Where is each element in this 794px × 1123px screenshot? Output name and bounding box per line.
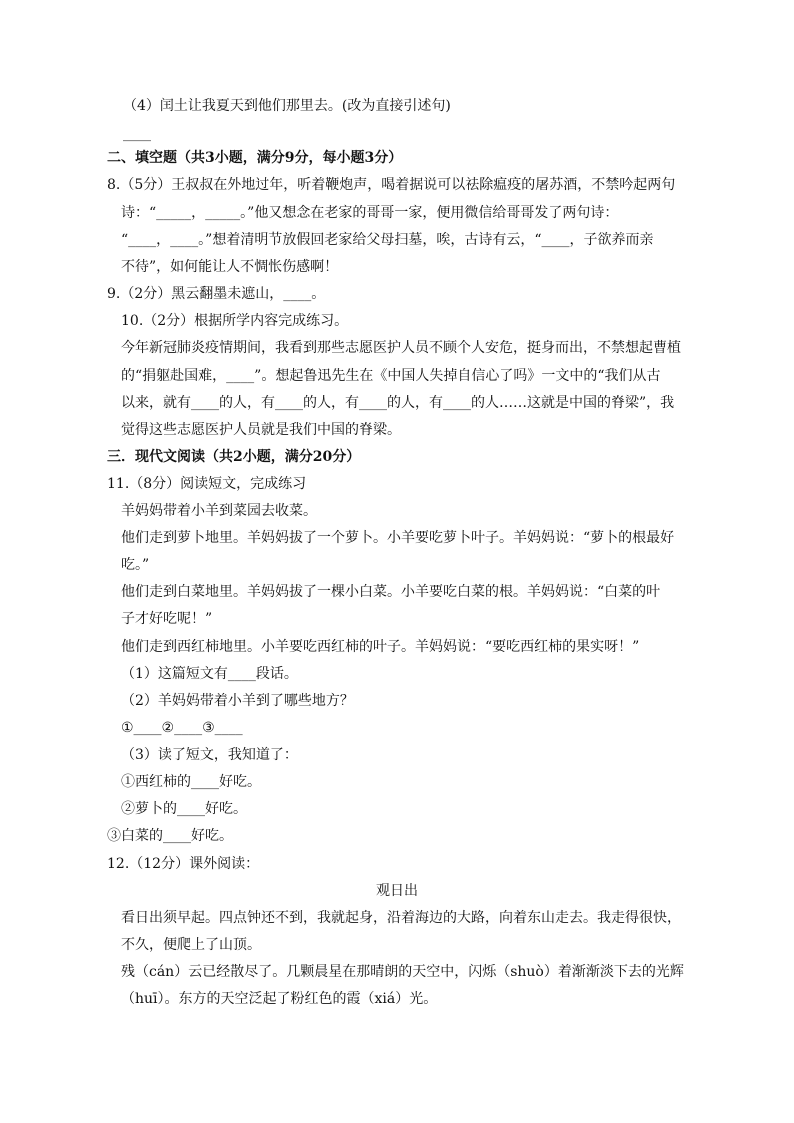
section-heading-reading: 三．现代文阅读（共2小题，满分20分） — [107, 449, 361, 465]
answer-blank: ____ — [123, 126, 151, 142]
passage-11-line-4: 他们走到白菜地里。羊妈妈拔了一棵小白菜。小羊要吃白菜的根。羊妈妈说：“白菜的叶 — [121, 584, 661, 600]
question-11-3-c: ③白菜的____好吃。 — [107, 828, 233, 844]
question-10: 10.（2分）根据所学内容完成练习。 — [121, 313, 349, 329]
question-11-2-blanks: ①____②____③____ — [121, 720, 243, 736]
passage-11-line-5: 子才好吃呢！” — [121, 611, 213, 627]
question-11-3: （3）读了短文，我知道了： — [121, 747, 298, 763]
question-10-passage-line-2: 的“捐躯赴国难，____”。想起鲁迅先生在《中国人失掉自信心了吗》一文中的“我们从古 — [121, 368, 661, 384]
passage-11-line-2: 他们走到萝卜地里。羊妈妈拔了一个萝卜。小羊要吃萝卜叶子。羊妈妈说：“萝卜的根最好 — [121, 530, 675, 546]
question-11-3-b: ②萝卜的____好吃。 — [121, 801, 247, 817]
passage-11-line-1: 羊妈妈带着小羊到菜园去收菜。 — [121, 503, 317, 519]
passage-title: 观日出 — [376, 883, 418, 899]
question-10-passage-line-4: 觉得这些志愿医护人员就是我们中国的脊梁。 — [121, 422, 401, 438]
question-11-3-a: ①西红柿的____好吃。 — [121, 774, 261, 790]
question-11-1: （1）这篇短文有____段话。 — [121, 666, 298, 682]
passage-12-line-1: 看日出须早起。四点钟还不到，我就起身，沿着海边的大路，向着东山走去。我走得很快， — [121, 910, 681, 926]
question-8-line-1: 8.（5分）王叔叔在外地过年，听着鞭炮声，喝着据说可以祛除瘟疫的屠苏酒，不禁吟起两句 — [107, 177, 676, 193]
question-10-passage-line-1: 今年新冠肺炎疫情期间，我看到那些志愿医护人员不顾个人安危，挺身而出，不禁想起曹植 — [121, 340, 681, 356]
question-11: 11.（8分）阅读短文，完成练习 — [107, 476, 307, 492]
question-8-line-4: 不待”，如何能让人不惆怅伤感啊！ — [121, 259, 339, 275]
question-12: 12.（12分）课外阅读： — [107, 856, 260, 872]
passage-12-line-2: 不久，便爬上了山顶。 — [121, 937, 261, 953]
question-8-line-2: 诗：“_____，_____。”他又想念在老家的哥哥一家，便用微信给哥哥发了两句诗： — [121, 205, 619, 221]
question-9: 9.（2分）黑云翻墨未遮山，____。 — [107, 286, 326, 302]
passage-12-line-4: （huī）。东方的天空泛起了粉红色的霞（xiá）光。 — [121, 991, 438, 1007]
section-heading-fill-in: 二、填空题（共3小题，满分9分，每小题3分） — [107, 150, 403, 166]
question-7-4: （4）闰土让我夏天到他们那里去。(改为直接引述句) — [123, 98, 451, 114]
passage-11-line-3: 吃。” — [121, 557, 150, 573]
passage-11-line-6: 他们走到西红柿地里。小羊要吃西红柿的叶子。羊妈妈说：“要吃西红柿的果实呀！” — [121, 639, 640, 655]
question-10-passage-line-3: 以来，就有____的人，有____的人，有____的人，有____的人……这就是中国的脊梁”，我 — [121, 395, 675, 411]
question-8-line-3: “____，____。”想着清明节放假回老家给父母扫墓，唉，古诗有云，“____，子欲养而亲 — [121, 232, 654, 248]
question-11-2: （2）羊妈妈带着小羊到了哪些地方？ — [121, 693, 354, 709]
passage-12-line-3: 残（cán）云已经散尽了。几颗晨星在那晴朗的天空中，闪烁（shuò）着渐渐淡下去的光辉 — [121, 964, 684, 980]
